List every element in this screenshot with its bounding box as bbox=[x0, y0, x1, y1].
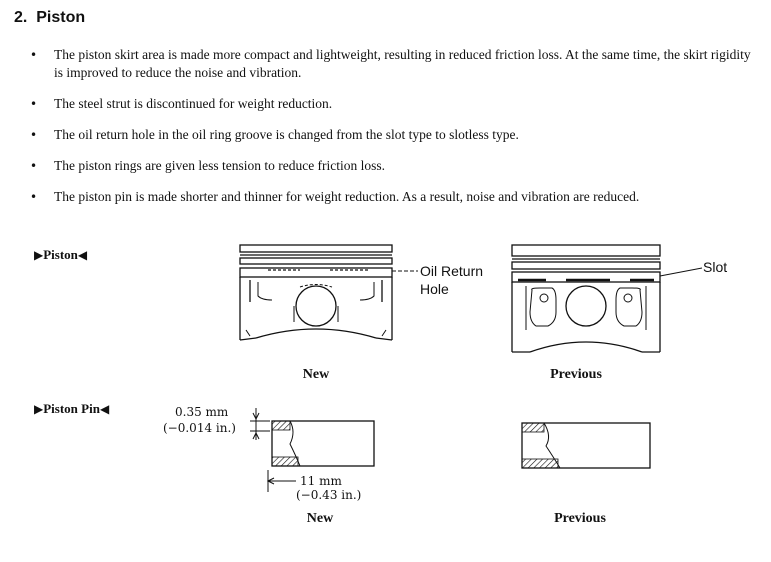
length-dimension-mm: 11 mm bbox=[300, 474, 342, 488]
right-pointing-triangle-icon: ▶ bbox=[34, 248, 44, 262]
new-piston-drawing bbox=[240, 245, 392, 340]
previous-piston-caption: Previous bbox=[550, 367, 602, 382]
left-pointing-triangle-icon: ◀ bbox=[99, 402, 110, 416]
new-pin-caption: New bbox=[306, 511, 334, 526]
slot-callout: Slot bbox=[703, 259, 728, 275]
piston-label-text: Piston bbox=[43, 247, 78, 262]
previous-pin-caption: Previous bbox=[554, 511, 606, 526]
previous-piston-drawing bbox=[512, 245, 660, 352]
length-dimension-in: (−0.43 in.) bbox=[296, 488, 362, 502]
piston-pin-label-text: Piston Pin bbox=[43, 401, 100, 416]
list-item: • The piston skirt area is made more compact and lightweight, resulting in reduced friction loss. At the same time, the skirt rigidity is improved to reduce the noise and vibration. bbox=[0, 46, 771, 82]
thickness-dimension-mm: 0.35 mm bbox=[175, 405, 229, 419]
new-piston-caption: New bbox=[302, 367, 330, 382]
list-item: • The oil return hole in the oil ring groove is changed from the slot type to slotless type. bbox=[0, 126, 771, 144]
list-item: • The piston pin is made shorter and thinner for weight reduction. As a result, noise and vibration are reduced. bbox=[0, 188, 771, 206]
callout-line: Oil Return bbox=[420, 263, 484, 279]
left-pointing-triangle-icon: ◀ bbox=[77, 248, 88, 262]
section-title: Piston bbox=[36, 9, 86, 26]
right-pointing-triangle-icon: ▶ bbox=[34, 402, 44, 416]
thickness-dimension-in: (−0.014 in.) bbox=[163, 421, 236, 435]
callout-line: Hole bbox=[420, 281, 449, 297]
slot-leader bbox=[660, 268, 702, 276]
oil-return-hole-callout bbox=[420, 262, 483, 298]
list-item: • The piston rings are given less tension to reduce friction loss. bbox=[0, 157, 771, 175]
list-item: • The steel strut is discontinued for weight reduction. bbox=[0, 95, 771, 113]
previous-piston-pin-drawing bbox=[522, 423, 650, 468]
section-number: 2. bbox=[14, 9, 28, 26]
